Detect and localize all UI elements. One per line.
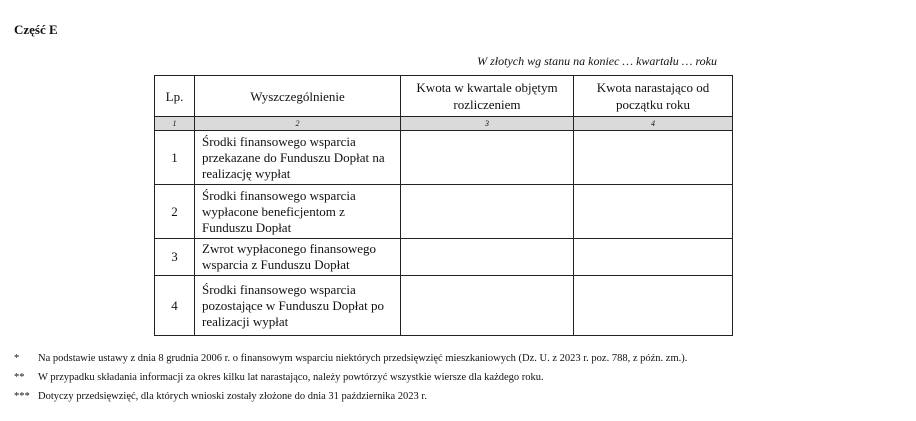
row-lp: 1 [155, 131, 195, 185]
amount-quarter-cell[interactable] [401, 276, 574, 336]
footnotes [14, 349, 687, 406]
report-table [154, 75, 733, 336]
table-row [155, 131, 733, 185]
column-number: 1 [155, 117, 195, 131]
column-number-row [155, 117, 733, 131]
column-number: 4 [574, 117, 733, 131]
footnote [14, 349, 687, 368]
table-row [155, 185, 733, 239]
column-number: 2 [195, 117, 401, 131]
footnote-mark: *** [14, 391, 30, 402]
table-row [155, 239, 733, 276]
footnote [14, 368, 687, 387]
amount-quarter-cell[interactable] [401, 185, 574, 239]
row-item: Środki finansowego wsparcia przekazane do Funduszu Dopłat na realizację wypłat [195, 131, 401, 185]
header-amount-quarter: Kwota w kwartale objętym rozliczeniem [401, 76, 574, 117]
row-lp: 3 [155, 239, 195, 276]
section-title: Część E [14, 22, 58, 37]
table-row [155, 276, 733, 336]
currency-note: W złotych wg stanu na koniec … kwartału … roku [477, 54, 717, 68]
amount-quarter-cell[interactable] [401, 131, 574, 185]
row-lp: 2 [155, 185, 195, 239]
amount-quarter-cell[interactable] [401, 239, 574, 276]
header-lp: Lp. [155, 76, 195, 117]
footnote-mark: * [14, 353, 20, 364]
footnote-text: Dotyczy przedsięwzięć, dla których wnioski zostały złożone do dnia 31 października 2023 r. [38, 391, 427, 402]
header-amount-cumulative: Kwota narastająco od początku roku [574, 76, 733, 117]
footnote-mark: ** [14, 372, 25, 383]
amount-cumulative-cell[interactable] [574, 276, 733, 336]
amount-cumulative-cell[interactable] [574, 185, 733, 239]
column-number: 3 [401, 117, 574, 131]
header-item: Wyszczególnienie [195, 76, 401, 117]
amount-cumulative-cell[interactable] [574, 131, 733, 185]
footnote-text: W przypadku składania informacji za okres kilku lat narastająco, należy powtórzyć wszystkie wiersze dla każdego roku. [38, 372, 544, 383]
table-header-row [155, 76, 733, 117]
row-item: Środki finansowego wsparcia pozostające w Funduszu Dopłat po realizacji wypłat [195, 276, 401, 336]
amount-cumulative-cell[interactable] [574, 239, 733, 276]
row-item: Zwrot wypłaconego finansowego wsparcia z Funduszu Dopłat [195, 239, 401, 276]
footnote-text: Na podstawie ustawy z dnia 8 grudnia 2006 r. o finansowym wsparciu niektórych przedsięwzięć mieszkaniowych (Dz. U. z 2023 r. poz. 788, z późn. zm.). [38, 353, 688, 364]
row-item: Środki finansowego wsparcia wypłacone beneficjentom z Funduszu Dopłat [195, 185, 401, 239]
row-lp: 4 [155, 276, 195, 336]
footnote [14, 387, 687, 406]
